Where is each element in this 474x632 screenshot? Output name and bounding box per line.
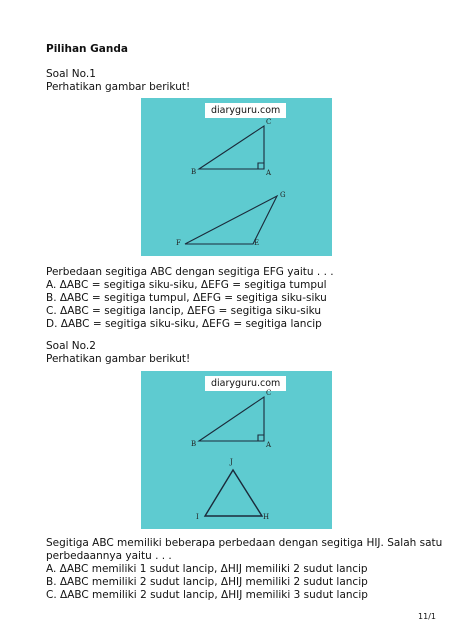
q1-option-b: B. ΔABC = segitiga tumpul, ΔEFG = segitiga siku-siku [46, 292, 327, 304]
triangle-hij [205, 470, 262, 516]
q2-option-b: B. ΔABC memiliki 2 sudut lancip, ΔHIJ memiliki 2 sudut lancip [46, 576, 368, 588]
label-b-2: B [191, 440, 197, 448]
q2-option-c: C. ΔABC memiliki 2 sudut lancip, ΔHIJ memiliki 3 sudut lancip [46, 589, 368, 601]
label-b-1: B [191, 168, 197, 176]
q2-watermark: diaryguru.com [205, 376, 286, 391]
label-g: G [280, 191, 286, 199]
q1-watermark: diaryguru.com [205, 103, 286, 118]
section-heading: Pilihan Ganda [46, 43, 128, 55]
triangle-abc-2 [199, 397, 264, 441]
label-j: J [230, 458, 233, 466]
q2-title: Soal No.2 [46, 340, 96, 352]
q2-instruction: Perhatikan gambar berikut! [46, 353, 191, 365]
label-e: E [254, 239, 260, 247]
q1-option-c: C. ΔABC = segitiga lancip, ΔEFG = segitiga siku-siku [46, 305, 322, 317]
label-a-2: A [266, 441, 272, 449]
label-f: F [176, 239, 181, 247]
label-a-1: A [266, 169, 272, 177]
q1-title: Soal No.1 [46, 68, 96, 80]
label-h: H [263, 513, 270, 521]
label-c-1: C [266, 118, 272, 126]
label-i: I [196, 513, 199, 521]
q1-question: Perbedaan segitiga ABC dengan segitiga EFG yaitu . . . [46, 266, 334, 278]
q2-option-a: A. ΔABC memiliki 1 sudut lancip, ΔHIJ memiliki 2 sudut lancip [46, 563, 368, 575]
q1-instruction: Perhatikan gambar berikut! [46, 81, 191, 93]
page-number: 11/1 [418, 612, 436, 621]
q2-question-line2: perbedaannya yaitu . . . [46, 550, 172, 562]
q1-option-d: D. ΔABC = segitiga siku-siku, ΔEFG = segitiga lancip [46, 318, 322, 330]
label-c-2: C [266, 389, 272, 397]
q1-option-a: A. ΔABC = segitiga siku-siku, ΔEFG = segitiga tumpul [46, 279, 327, 291]
q2-question-line1: Segitiga ABC memiliki beberapa perbedaan dengan segitiga HIJ. Salah satu [46, 537, 443, 549]
